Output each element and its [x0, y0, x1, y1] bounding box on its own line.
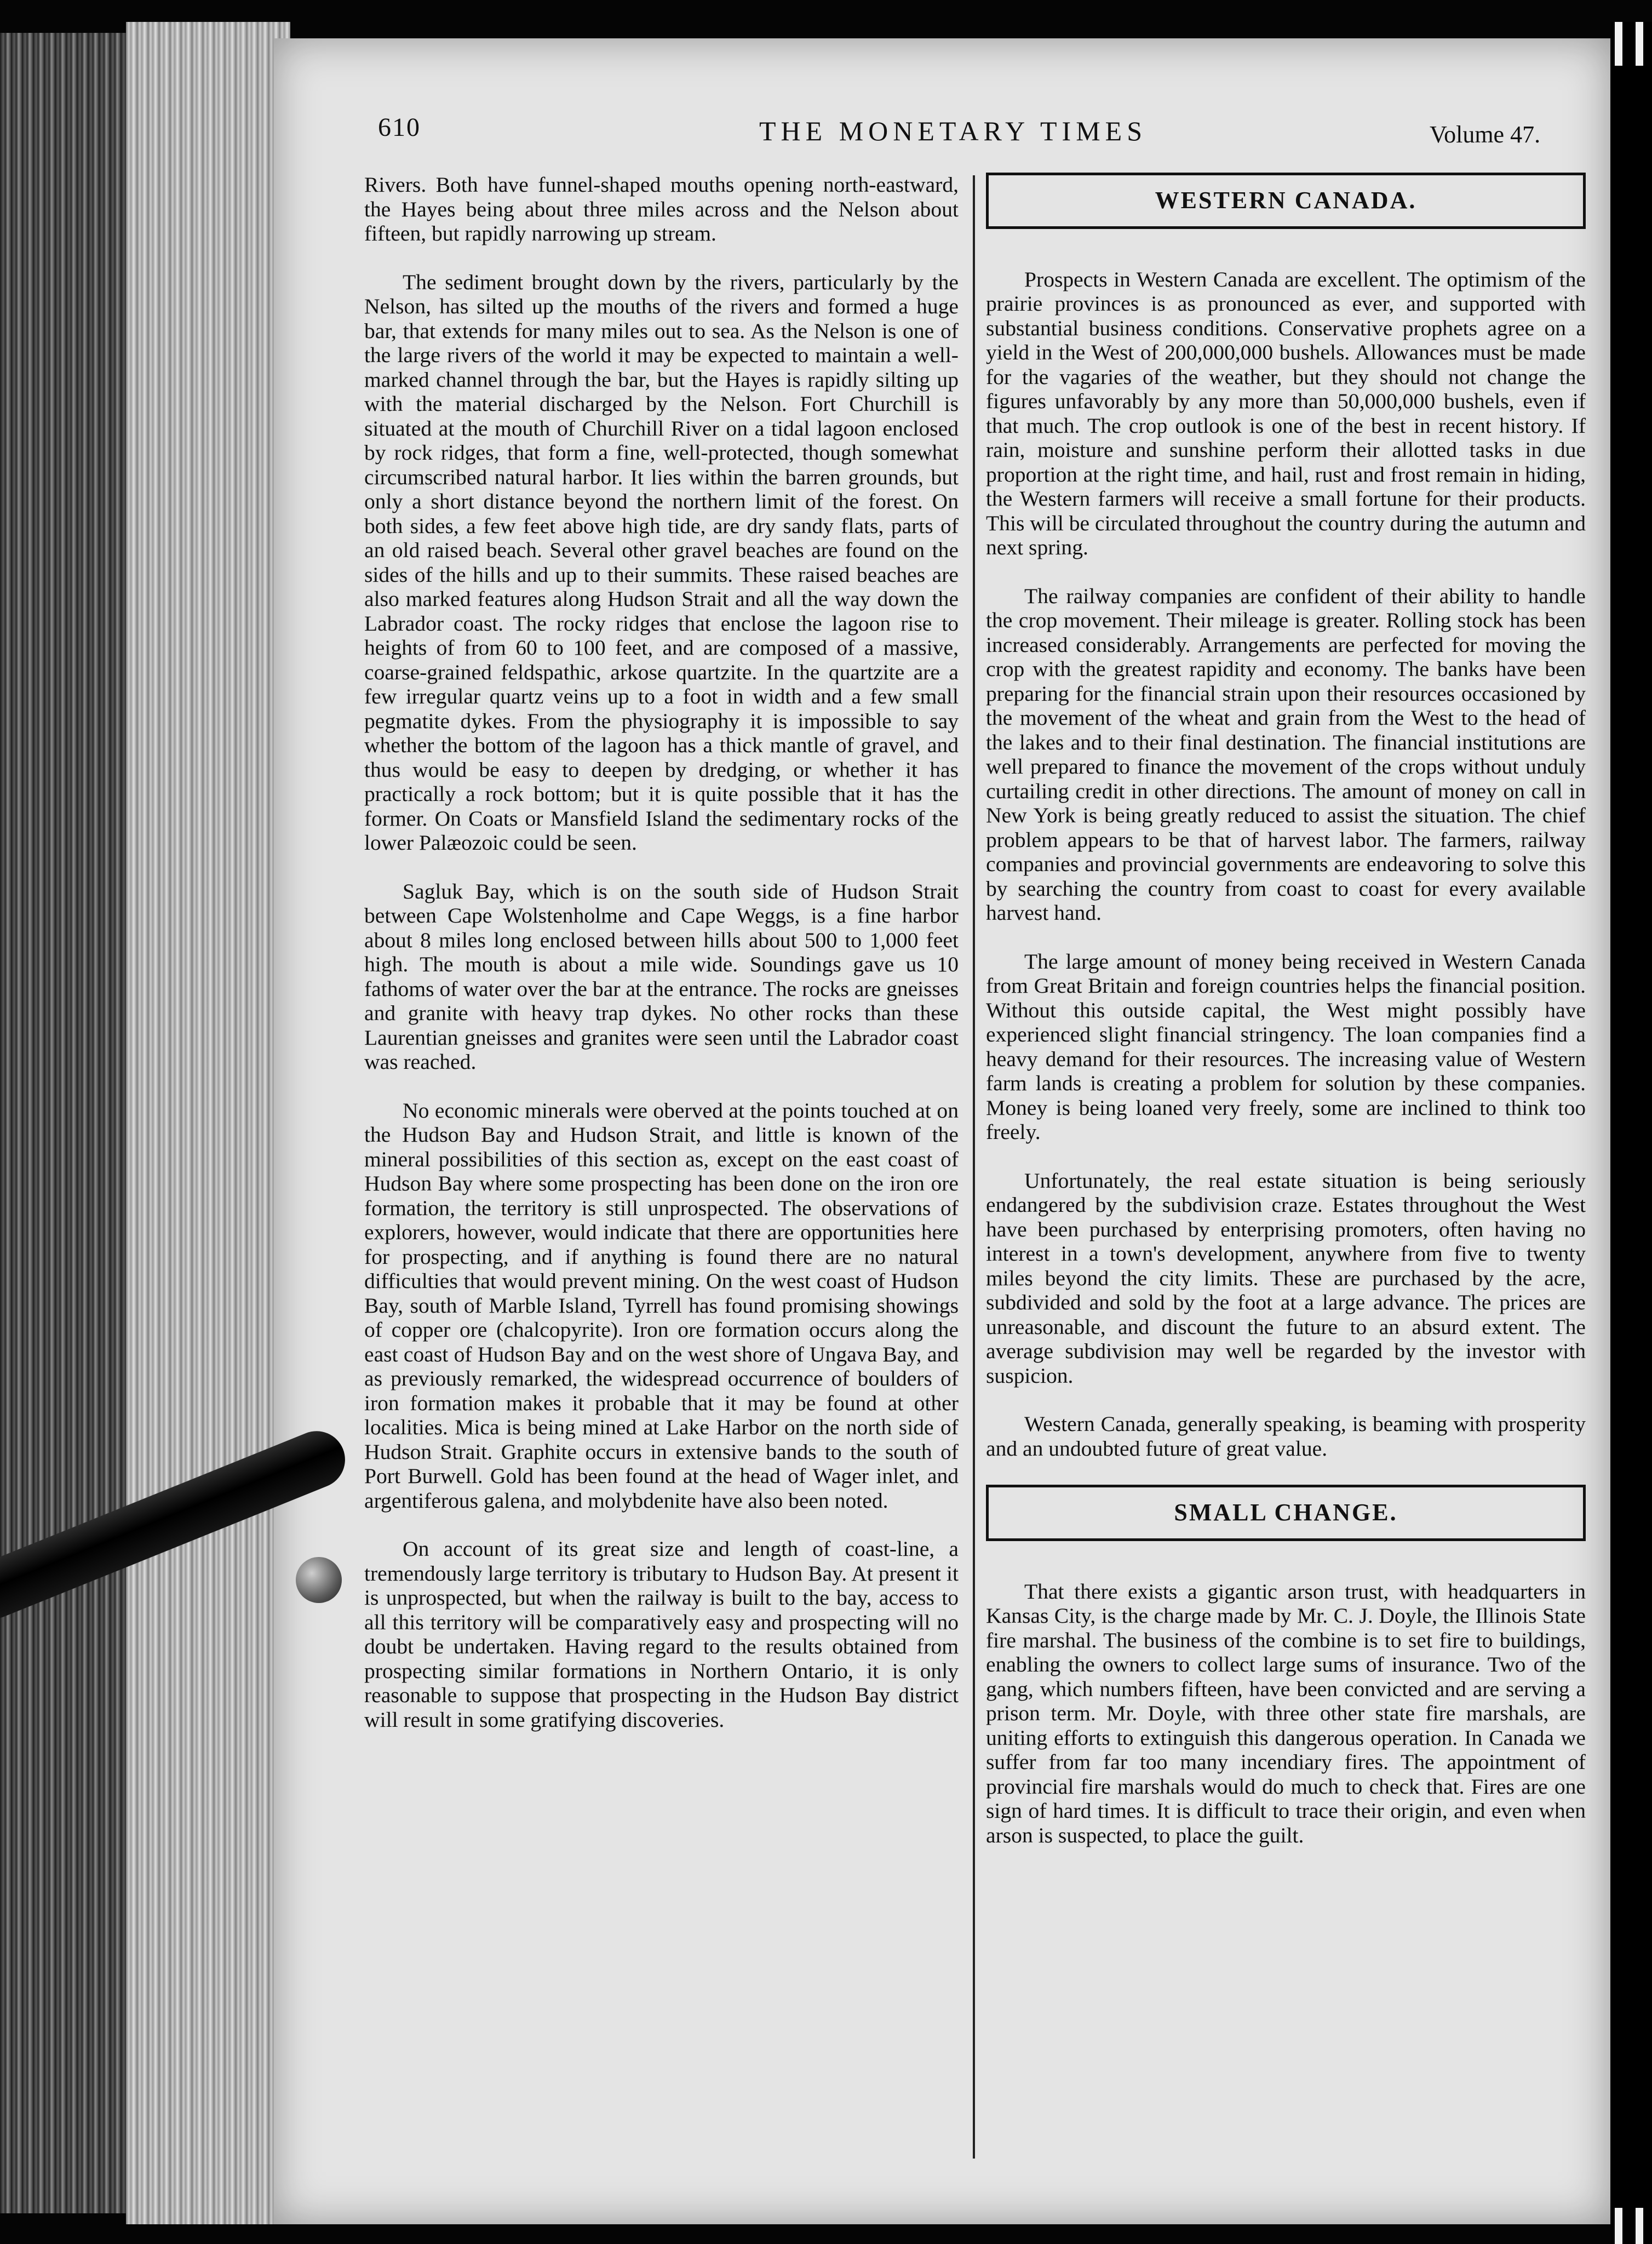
- book-binding: [0, 33, 137, 2213]
- column-divider: [973, 175, 975, 2159]
- section-heading-western-canada: WESTERN CANADA.: [986, 173, 1586, 229]
- paragraph: Western Canada, generally speaking, is beaming with prosperity and an undoubted future of great value.: [986, 1412, 1586, 1461]
- section-heading-small-change: SMALL CHANGE.: [986, 1485, 1586, 1541]
- film-mark: [1636, 2208, 1643, 2244]
- running-title: THE MONETARY TIMES: [759, 116, 1147, 146]
- paragraph: The railway companies are confident of their ability to handle the crop movement. Their mileage is greater. Rolling stock has been increased considerably. Arrangements are perfected for moving the crop with the greatest rapidity and economy. The banks have been preparing for the financial strain upon their resources occasioned by the movement of the wheat and grain from the West to the head of the lakes and to their final destination. The financial institutions are well prepared to finance the movement of the crops without unduly curtailing credit in other directions. The amount of money on call in New York is being greatly reduced to assist the situation. The chief problem appears to be that of harvest labor. The farmers, railway companies and provincial governments are endeavoring to solve this by searching the country from coast to coast for every available harvest hand.: [986, 583, 1586, 925]
- paragraph: On account of its great size and length of coast-line, a tremendously large territory is tributary to Hudson Bay. At present it is unprospected, but when the railway is built to the bay, access to all this territory will be comparatively easy and prospecting will no doubt be undertaken. Having regard to the results obtained from prospecting similar formations in Northern Ontario, it is only reasonable to suppose that prospecting in the Hudson Bay district will result in some gratifying discoveries.: [364, 1537, 959, 1732]
- film-mark: [1615, 2208, 1622, 2244]
- paragraph: Prospects in Western Canada are excellent. The optimism of the prairie provinces is as pronounced as ever, and supported with substantial business conditions. Conservative prophets agree on a yield in the West of 200,000,000 bushels. Allowances must be made for the vagaries of the weather, but they should not change the figures unfavorably by any more than 50,000,000 bushels, even if that much. The crop outlook is one of the best in recent history. If rain, moisture and sunshine perform their allotted tasks in due proportion at the right time, and hail, rust and frost remain in hiding, the Western farmers will receive a small fortune for their products. This will be circulated throughout the country during the autumn and next spring.: [986, 267, 1586, 559]
- page-stack-edges: [126, 22, 290, 2224]
- paragraph: Unfortunately, the real estate situation is being seriously endangered by the subdivision craze. Estates throughout the West have been purchased by enterprising promoters, often having no interest in a town's development, anywhere from five to twenty miles beyond the city limits. These are purchased by the acre, subdivided and sold by the foot at a large advance. The prices are unreasonable, and discount the future to an absurd extent. The average subdivision may well be regarded by the investor with suspicion.: [986, 1168, 1586, 1388]
- page-number: 610: [378, 113, 421, 142]
- film-mark: [1636, 22, 1643, 66]
- magazine-page: [274, 38, 1610, 2224]
- paragraph: Sagluk Bay, which is on the south side of Hudson Strait between Cape Wolstenholme and Cape Weggs, is a fine harbor about 8 miles long enclosed between hills about 500 to 1,000 feet high. The mouth is about a mile wide. Soundings gave us 10 fathoms of water over the bar at the entrance. The rocks are gneisses and granite with heavy trap dykes. No other rocks than these Laurentian gneisses and granites were seen until the Labrador coast was reached.: [364, 879, 959, 1074]
- pen-tip: [296, 1557, 342, 1603]
- paragraph: Rivers. Both have funnel-shaped mouths opening north-eastward, the Hayes being about three miles across and the Nelson about fifteen, but rapidly narrowing up stream.: [364, 173, 959, 245]
- paragraph: The sediment brought down by the rivers, particularly by the Nelson, has silted up the mouths of the rivers and formed a huge bar, that extends for many miles out to sea. As the Nelson is one of the large rivers of the world it may be expected to maintain a well-marked channel through the bar, but the Hayes is rapidly silting up with the material discharged by the Nelson. Fort Churchill is situated at the mouth of Churchill River on a tidal lagoon enclosed by rock ridges, that form a fine, well-protected, though somewhat circumscribed natural harbor. It lies within the barren grounds, but only a short distance beyond the northern limit of the forest. On both sides, a few feet above high tide, are dry sandy flats, parts of an old raised beach. Several other gravel beaches are found on the sides of the hills and up to their summits. These raised beaches are also marked features along Hudson Strait and all the way down the Labrador coast. The rocky ridges that enclose the lagoon rise to heights of from 60 to 100 feet, and are composed of a massive, coarse-grained feldspathic, arkose quartzite. In the quartzite are a few irregular quartz veins up to a foot in width and a few small pegmatite dykes. From the physiography it is impossible to say whether the bottom of the lagoon has a thick mantle of gravel, and thus would be easy to deepen by dredging, or whether it has practically a rock bottom; but it is quite possible that it has the former. On Coats or Mansfield Island the sedimentary rocks of the lower Palæozoic could be seen.: [364, 270, 959, 855]
- right-column: [986, 173, 1586, 1871]
- scan-border: [1610, 22, 1652, 2244]
- paragraph: That there exists a gigantic arson trust, with headquarters in Kansas City, is the charge made by Mr. C. J. Doyle, the Illinois State fire marshal. The business of the combine is to set fire to buildings, enabling the owners to collect large sums of insurance. Two of the gang, which numbers fifteen, have been convicted and are serving a prison term. Mr. Doyle, with three other state fire marshals, are uniting efforts to extinguish this dangerous operation. In Canada we suffer from far too many incendiary fires. The appointment of provincial fire marshals would do much to check that. Fires are one sign of hard times. It is difficult to trace their origin, and even when arson is suspected, to place the guilt.: [986, 1579, 1586, 1847]
- film-mark: [1615, 22, 1622, 66]
- left-column: [364, 173, 959, 1756]
- paragraph: The large amount of money being received in Western Canada from Great Britain and foreign countries helps the financial position. Without this outside capital, the West might possibly have experienced slight financial stringency. The loan companies find a heavy demand for their resources. The increasing value of Western farm lands is creating a problem for solution by these companies. Money is being loaned very freely, some are inclined to think too freely.: [986, 949, 1586, 1144]
- paragraph: No economic minerals were oberved at the points touched at on the Hudson Bay and Hudson Strait, and little is known of the mineral possibilities of this section as, except on the east coast of Hudson Bay where some prospecting has been done on the iron ore formation, the territory is still unprospected. The observations of explorers, however, would indicate that there are opportunities here for prospecting, and if anything is found there are no natural difficulties that would prevent mining. On the west coast of Hudson Bay, south of Marble Island, Tyrrell has found promising showings of copper ore (chalcopyrite). Iron ore formation occurs along the east coast of Hudson Bay and on the west shore of Ungava Bay, and as previously remarked, the widespread occurrence of boulders of iron formation makes it probable that it may be found at other localities. Mica is being mined at Lake Harbor on the north side of Hudson Strait. Graphite occurs in extensive bands to the south of Port Burwell. Gold has been found at the head of Wager inlet, and argentiferous galena, and molybdenite have also been noted.: [364, 1098, 959, 1513]
- volume-label: Volume 47.: [1430, 121, 1541, 148]
